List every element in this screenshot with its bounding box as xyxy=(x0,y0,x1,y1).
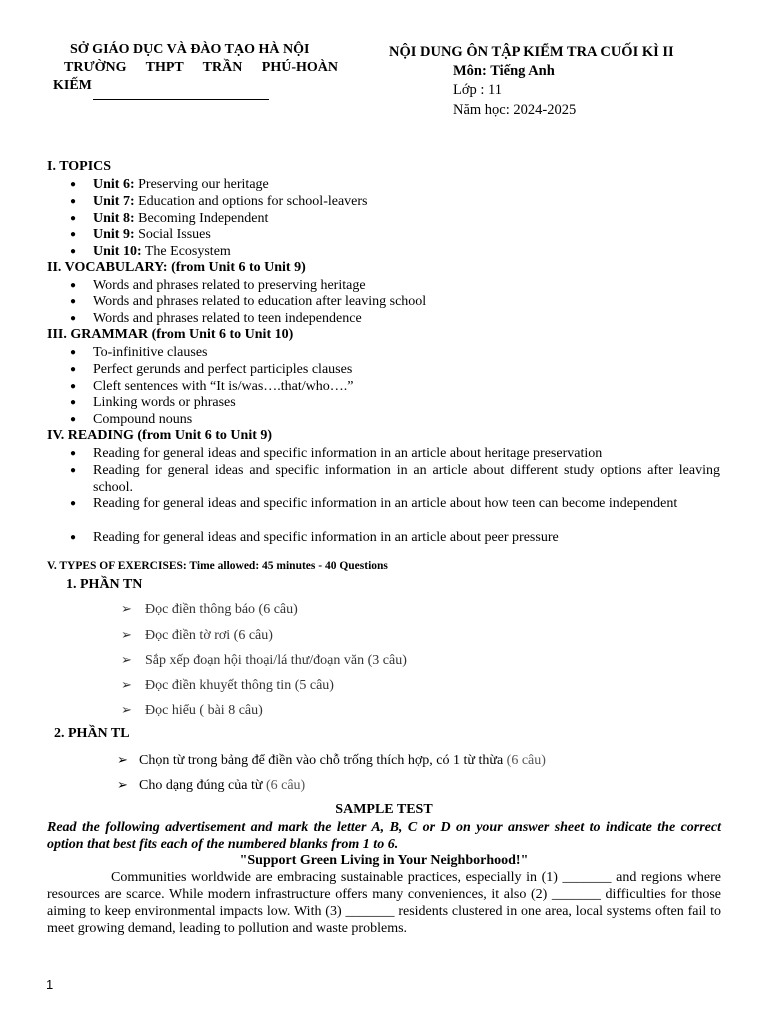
arrow-bullet-icon: ➢ xyxy=(121,702,132,717)
exam-title: NỘI DUNG ÔN TẬP KIỂM TRA CUỐI KÌ II xyxy=(389,44,674,60)
bullet: ● xyxy=(70,532,77,543)
bullet: ● xyxy=(70,448,77,459)
bullet: ● xyxy=(70,179,77,190)
part1-item: ➢ Đọc điền thông báo (6 câu) xyxy=(121,601,298,617)
reading-item: Reading for general ideas and specific information in an article about how teen can become independent xyxy=(93,496,678,511)
bullet: ● xyxy=(70,313,77,324)
vocabulary-item: Words and phrases related to teen independence xyxy=(93,311,362,326)
arrow-bullet-icon: ➢ xyxy=(117,752,128,767)
part1-item: ➢ Đọc hiểu ( bài 8 câu) xyxy=(121,702,263,718)
school-name: TRƯỜNG THPT TRẦN PHÚ-HOÀN xyxy=(64,60,338,75)
advertisement-paragraph: Communities worldwide are embracing sustainable practices, especially in (1) _______ and regions where resources are scarce. While modern infrastructure offers many conveniences, it also (2) _______ difficulties for those aiming to keep environmental impacts low. With (3) _______ residents clustered in one area, local systems often fail to meet growing demand, leading to pollution and waste problems. xyxy=(47,870,721,936)
reading-item: Reading for general ideas and specific information in an article about peer pressure xyxy=(93,530,559,545)
bullet: ● xyxy=(70,414,77,425)
vocabulary-heading: II. VOCABULARY: (from Unit 6 to Unit 9) xyxy=(47,260,306,275)
bullet: ● xyxy=(70,364,77,375)
arrow-bullet-icon: ➢ xyxy=(121,627,132,642)
topic-item: Unit 7: Education and options for school-leavers xyxy=(93,194,368,209)
topics-heading: I. TOPICS xyxy=(47,159,112,174)
part1-item: ➢ Đọc điền khuyết thông tin (5 câu) xyxy=(121,677,334,693)
arrow-bullet-icon: ➢ xyxy=(121,601,132,616)
grammar-item: Cleft sentences with “It is/was….that/who….” xyxy=(93,379,354,394)
arrow-bullet-icon: ➢ xyxy=(121,652,132,667)
bullet: ● xyxy=(70,280,77,291)
topic-item: Unit 9: Social Issues xyxy=(93,227,211,242)
grammar-item: Perfect gerunds and perfect participles clauses xyxy=(93,362,353,377)
bullet: ● xyxy=(70,196,77,207)
part1-item: ➢ Sắp xếp đoạn hội thoại/lá thư/đoạn văn (3 câu) xyxy=(121,652,407,668)
part2-item: ➢ Cho dạng đúng của từ (6 câu) xyxy=(117,777,306,793)
part2-title: 2. PHẦN TL xyxy=(54,726,130,741)
school-year-label: Năm học: 2024-2025 xyxy=(453,102,577,118)
grammar-heading: III. GRAMMAR (from Unit 6 to Unit 10) xyxy=(47,327,294,342)
sample-instruction: Read the following advertisement and mark the letter A, B, C or D on your answer sheet to indicate the correct option that best fits each of the numbered blanks from 1 to 6. xyxy=(47,820,721,852)
vocabulary-item: Words and phrases related to education after leaving school xyxy=(93,294,427,309)
part1-title: 1. PHẦN TN xyxy=(66,577,143,592)
grammar-item: Compound nouns xyxy=(93,412,193,427)
grade-label: Lớp : 11 xyxy=(453,82,503,98)
topic-item: Unit 8: Becoming Independent xyxy=(93,211,269,226)
header-underline xyxy=(93,99,269,100)
part1-item: ➢ Đọc điền tờ rơi (6 câu) xyxy=(121,627,273,643)
bullet: ● xyxy=(70,381,77,392)
page-number: 1 xyxy=(46,977,54,992)
bullet: ● xyxy=(70,347,77,358)
reading-item: Reading for general ideas and specific information in an article about different study options after leaving school. xyxy=(93,463,720,495)
advertisement-title: "Support Green Living in Your Neighborhood!" xyxy=(239,853,529,868)
grammar-item: To-infinitive clauses xyxy=(93,345,208,360)
bullet: ● xyxy=(70,229,77,240)
subject-label: Môn: Tiếng Anh xyxy=(453,63,555,79)
school-name-continued: KIẾM xyxy=(53,78,92,93)
bullet: ● xyxy=(70,465,77,476)
reading-heading: IV. READING (from Unit 6 to Unit 9) xyxy=(47,428,273,443)
topic-item: Unit 10: The Ecosystem xyxy=(93,244,231,259)
arrow-bullet-icon: ➢ xyxy=(117,777,128,792)
exercises-heading: V. TYPES OF EXERCISES: Time allowed: 45 minutes - 40 Questions xyxy=(47,560,388,572)
arrow-bullet-icon: ➢ xyxy=(121,677,132,692)
bullet: ● xyxy=(70,498,77,509)
part2-item: ➢ Chọn từ trong bảng để điền vào chỗ trống thích hợp, có 1 từ thừa (6 câu) xyxy=(117,752,546,768)
bullet: ● xyxy=(70,213,77,224)
bullet: ● xyxy=(70,296,77,307)
reading-item: Reading for general ideas and specific information in an article about heritage preservation xyxy=(93,446,603,461)
department-name: SỞ GIÁO DỤC VÀ ĐÀO TẠO HÀ NỘI xyxy=(70,42,310,57)
topic-item: Unit 6: Preserving our heritage xyxy=(93,177,269,192)
vocabulary-item: Words and phrases related to preserving heritage xyxy=(93,278,366,293)
bullet: ● xyxy=(70,397,77,408)
grammar-item: Linking words or phrases xyxy=(93,395,236,410)
sample-test-title: SAMPLE TEST xyxy=(335,802,433,817)
bullet: ● xyxy=(70,246,77,257)
